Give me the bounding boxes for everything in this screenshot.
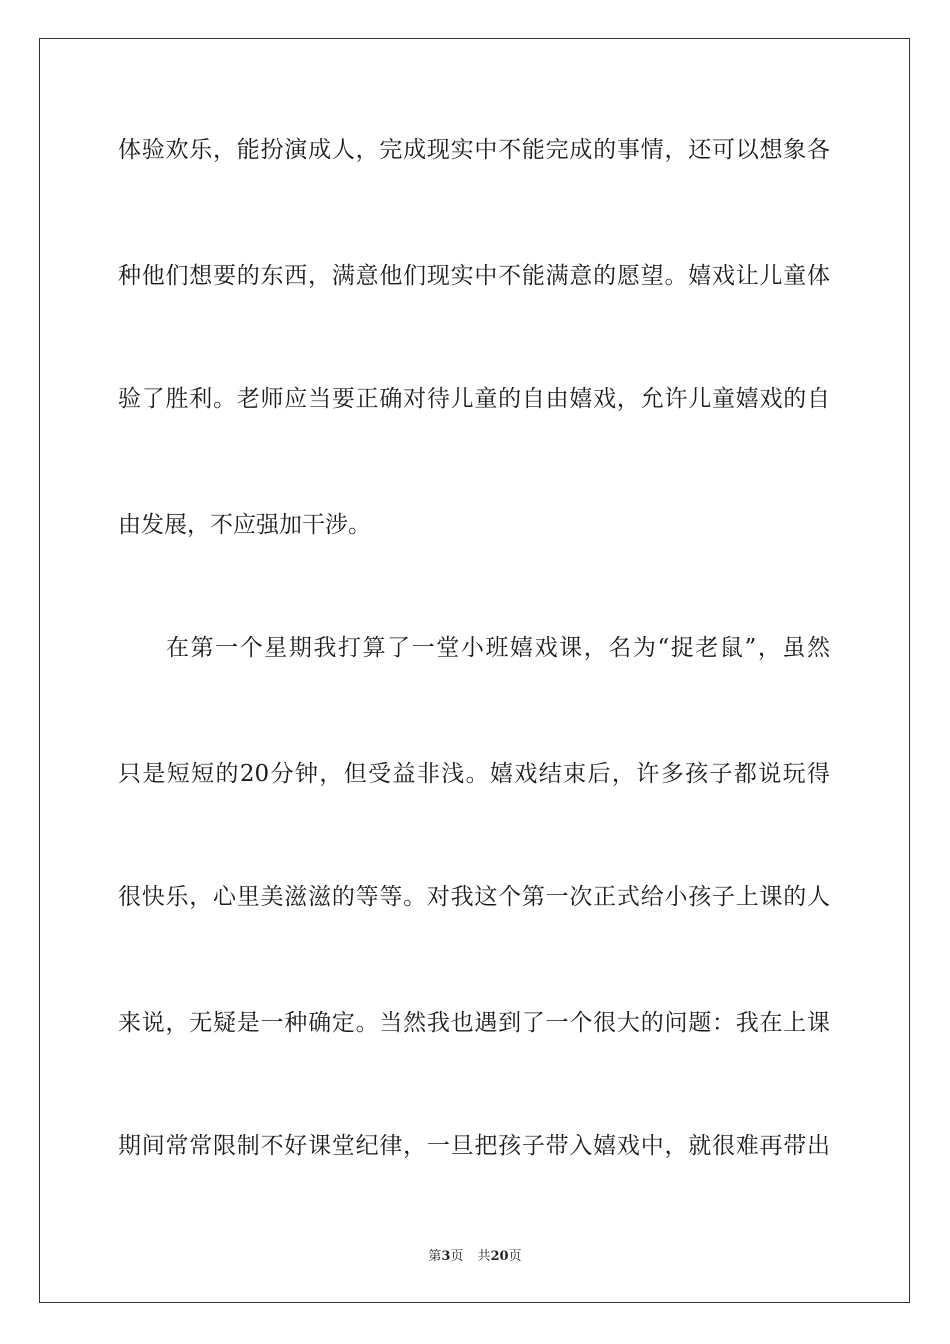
- footer-page-prefix: 第: [428, 1249, 442, 1264]
- footer-page-suffix: 页: [450, 1249, 464, 1264]
- text-line: 由发展，不应强加干涉。: [118, 512, 371, 538]
- text-line: 在第一个星期我打算了一堂小班嬉戏课，名为“捉老鼠”，虽然: [166, 635, 830, 661]
- text-line: 来说，无疑是一种确定。当然我也遇到了一个很大的问题：我在上课: [118, 1010, 830, 1036]
- text-line: 体验欢乐，能扮演成人，完成现实中不能完成的事情，还可以想象各: [118, 137, 830, 163]
- footer-total-prefix: 共: [477, 1249, 491, 1264]
- footer-page-number: 3: [441, 1249, 451, 1264]
- page-border: [39, 38, 910, 1303]
- page-footer: [0, 1248, 950, 1266]
- text-line: 很快乐，心里美滋滋的等等。对我这个第一次正式给小孩子上课的人: [118, 884, 830, 910]
- text-line: 期间常常限制不好课堂纪律，一旦把孩子带入嬉戏中，就很难再带出: [118, 1133, 830, 1159]
- text-line: 只是短短的20分钟，但受益非浅。嬉戏结束后，许多孩子都说玩得: [118, 761, 830, 787]
- text-line: 验了胜利。老师应当要正确对待儿童的自由嬉戏，允许儿童嬉戏的自: [118, 386, 830, 412]
- text-line: 种他们想要的东西，满意他们现实中不能满意的愿望。嬉戏让儿童体: [118, 263, 830, 289]
- footer-total-suffix: 页: [508, 1249, 522, 1264]
- footer-total-pages: 20: [490, 1249, 509, 1264]
